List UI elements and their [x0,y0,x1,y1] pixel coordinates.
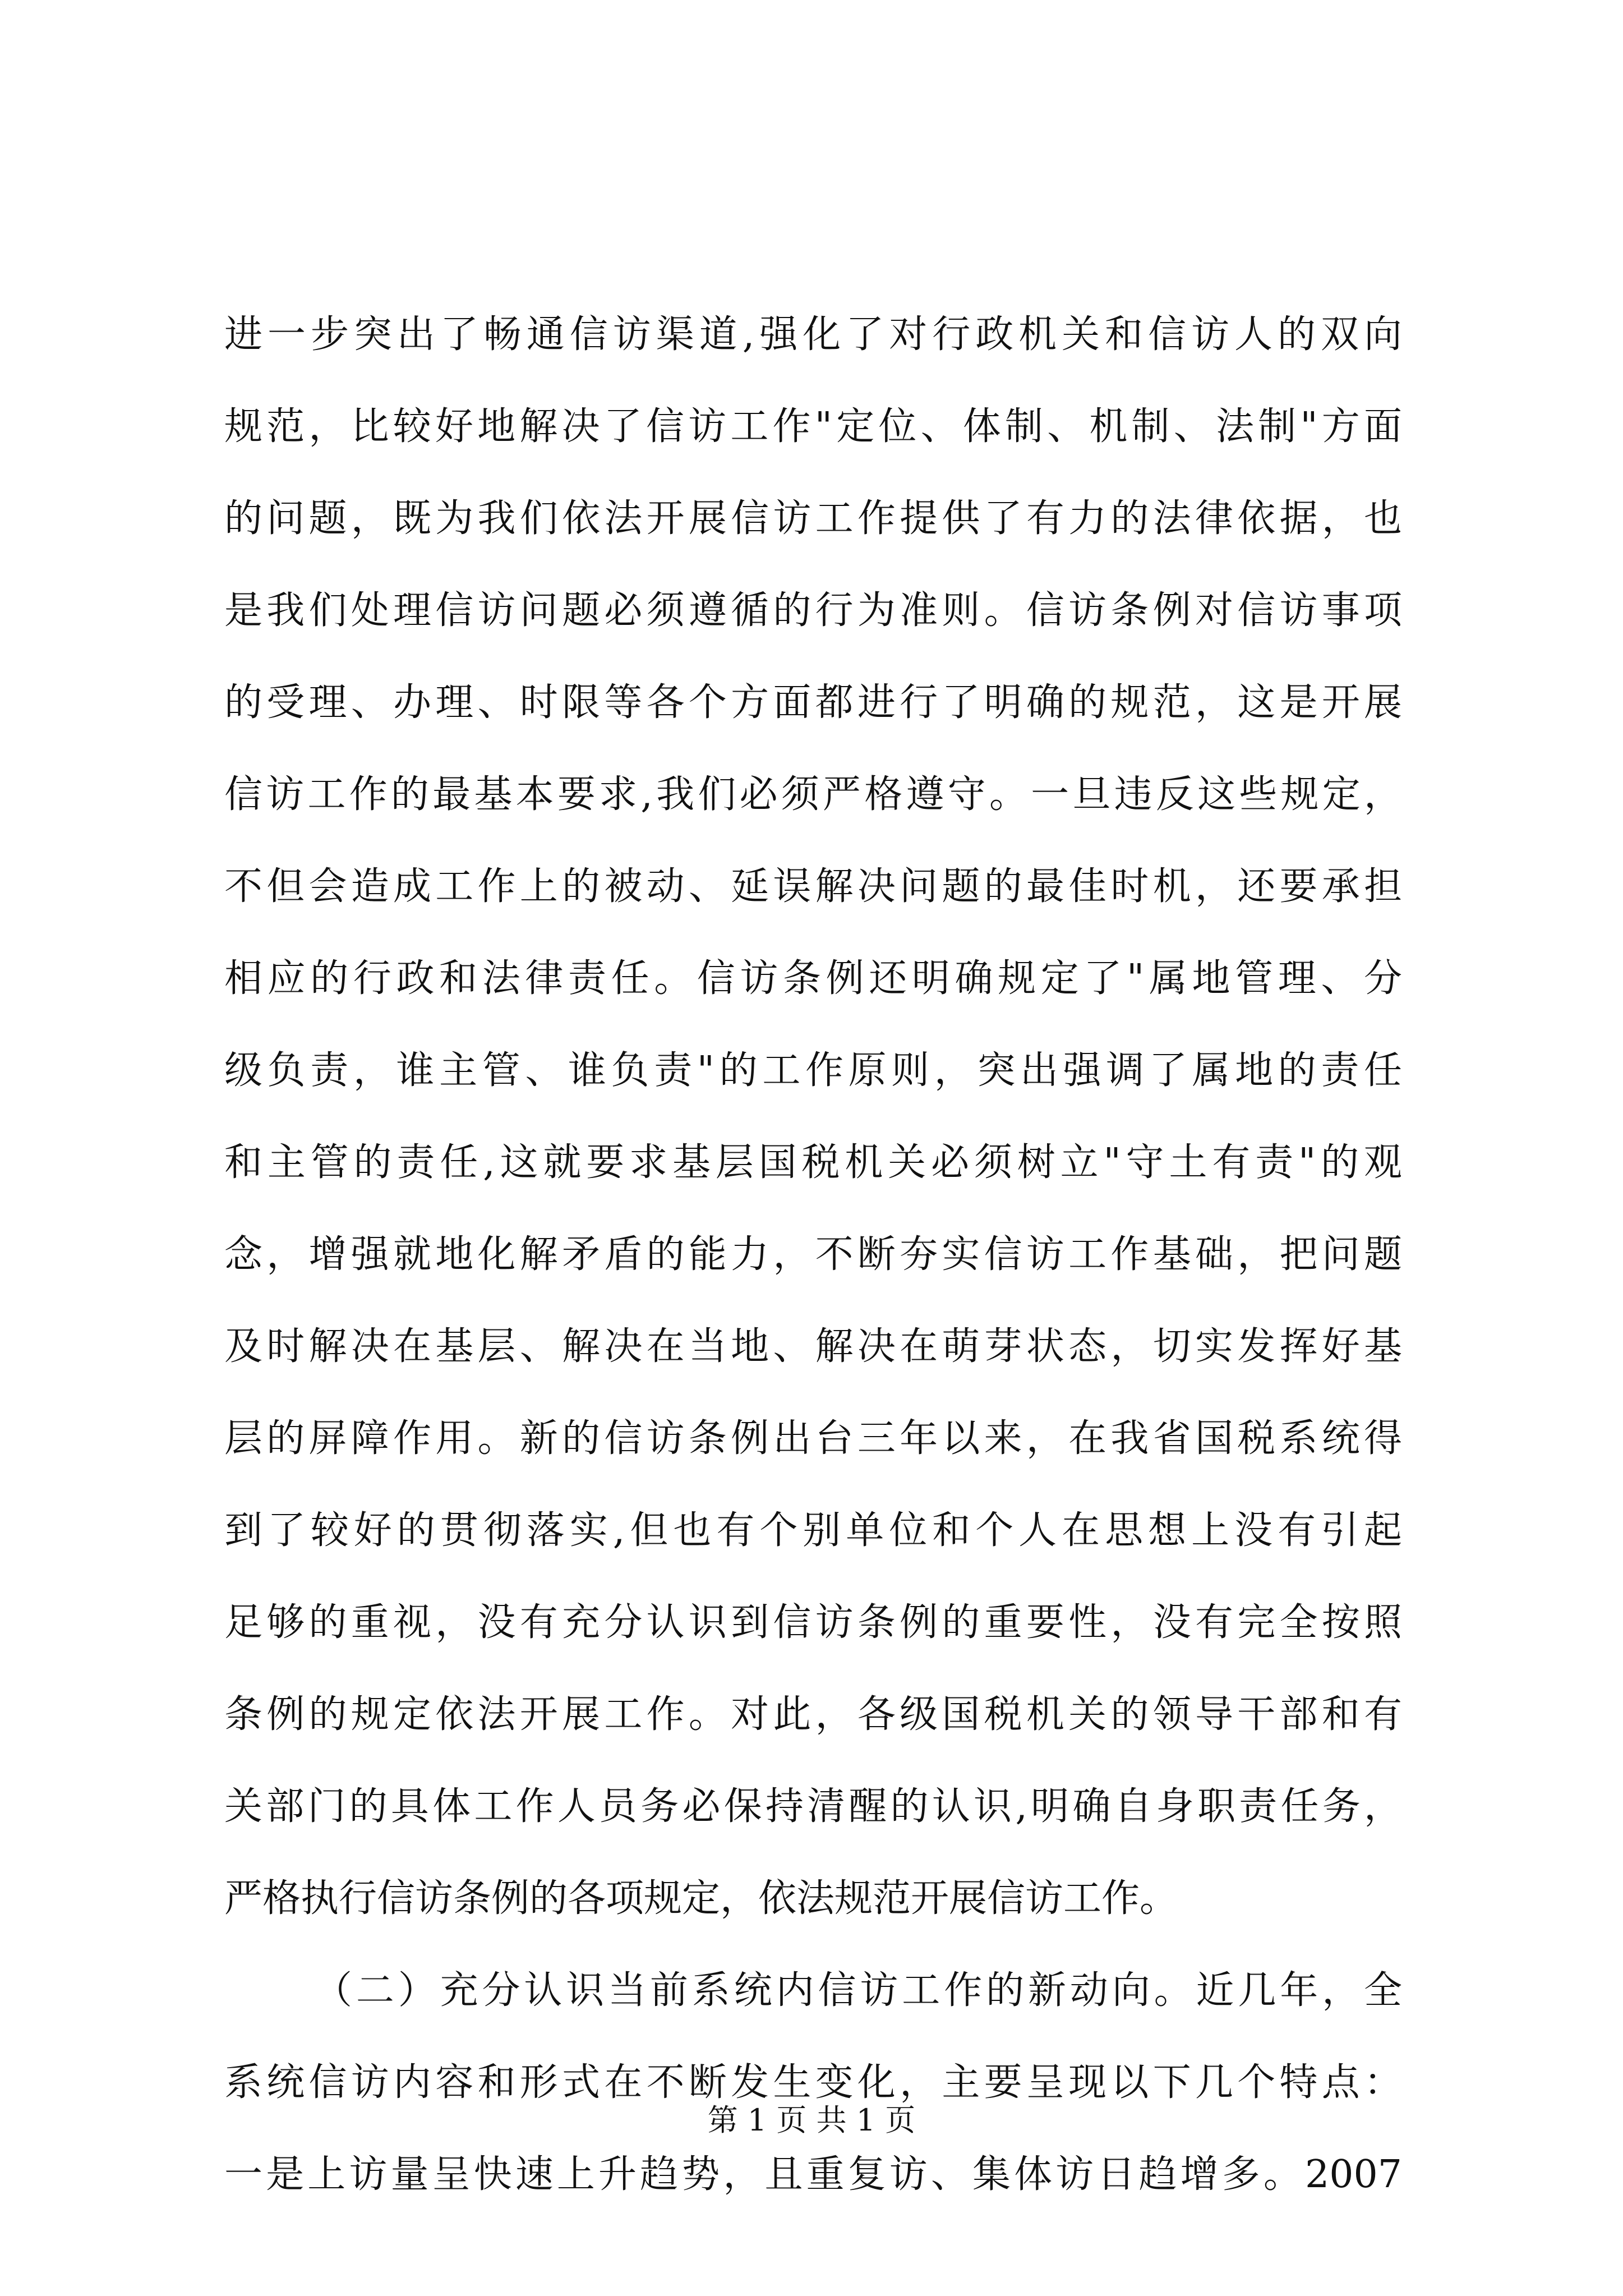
text-line: 系统信访内容和形式在不断发生变化，主要呈现以下几个特点： [224,2060,1402,2105]
text-line: 层的屏障作用。新的信访条例出台三年以来，在我省国税系统得 [224,1416,1402,1461]
text-line: 到了较好的贯彻落实,但也有个别单位和个人在思想上没有引起 [224,1508,1402,1553]
text-line: 的问题，既为我们依法开展信访工作提供了有力的法律依据，也 [224,496,1402,541]
text-line: 不但会造成工作上的被动、延误解决问题的最佳时机，还要承担 [224,864,1402,909]
text-line: 相应的行政和法律责任。信访条例还明确规定了"属地管理、分 [224,956,1402,1001]
text-line: 念，增强就地化解矛盾的能力，不断夯实信访工作基础，把问题 [224,1232,1402,1277]
section-heading-line: （二）充分认识当前系统内信访工作的新动向。近几年，全 [314,1968,1402,2013]
text-line: 关部门的具体工作人员务必保持清醒的认识,明确自身职责任务， [224,1784,1402,1829]
text-line: 级负责，谁主管、谁负责"的工作原则，突出强调了属地的责任 [224,1048,1402,1093]
text-line: 和主管的责任,这就要求基层国税机关必须树立"守土有责"的观 [224,1140,1402,1185]
paragraph-end-line: 严格执行信访条例的各项规定，依法规范开展信访工作。 [224,1876,1178,1921]
text-line: 是我们处理信访问题必须遵循的行为准则。信访条例对信访事项 [224,588,1402,633]
text-line: 一是上访量呈快速上升趋势，且重复访、集体访日趋增多。2007 [224,2152,1402,2197]
body-text [224,289,1402,2221]
text-line: 进一步突出了畅通信访渠道,强化了对行政机关和信访人的双向 [224,312,1402,357]
text-line: 规范，比较好地解决了信访工作"定位、体制、机制、法制"方面 [224,404,1402,449]
text-line: 的受理、办理、时限等各个方面都进行了明确的规范，这是开展 [224,680,1402,725]
text-line: 及时解决在基层、解决在当地、解决在萌芽状态，切实发挥好基 [224,1324,1402,1369]
text-line: 信访工作的最基本要求,我们必须严格遵守。一旦违反这些规定， [224,772,1402,817]
page-footer: 第 1 页 共 1 页 [707,2102,916,2138]
text-line: 条例的规定依法开展工作。对此，各级国税机关的领导干部和有 [224,1692,1402,1737]
text-line: 足够的重视，没有充分认识到信访条例的重要性，没有完全按照 [224,1600,1402,1645]
